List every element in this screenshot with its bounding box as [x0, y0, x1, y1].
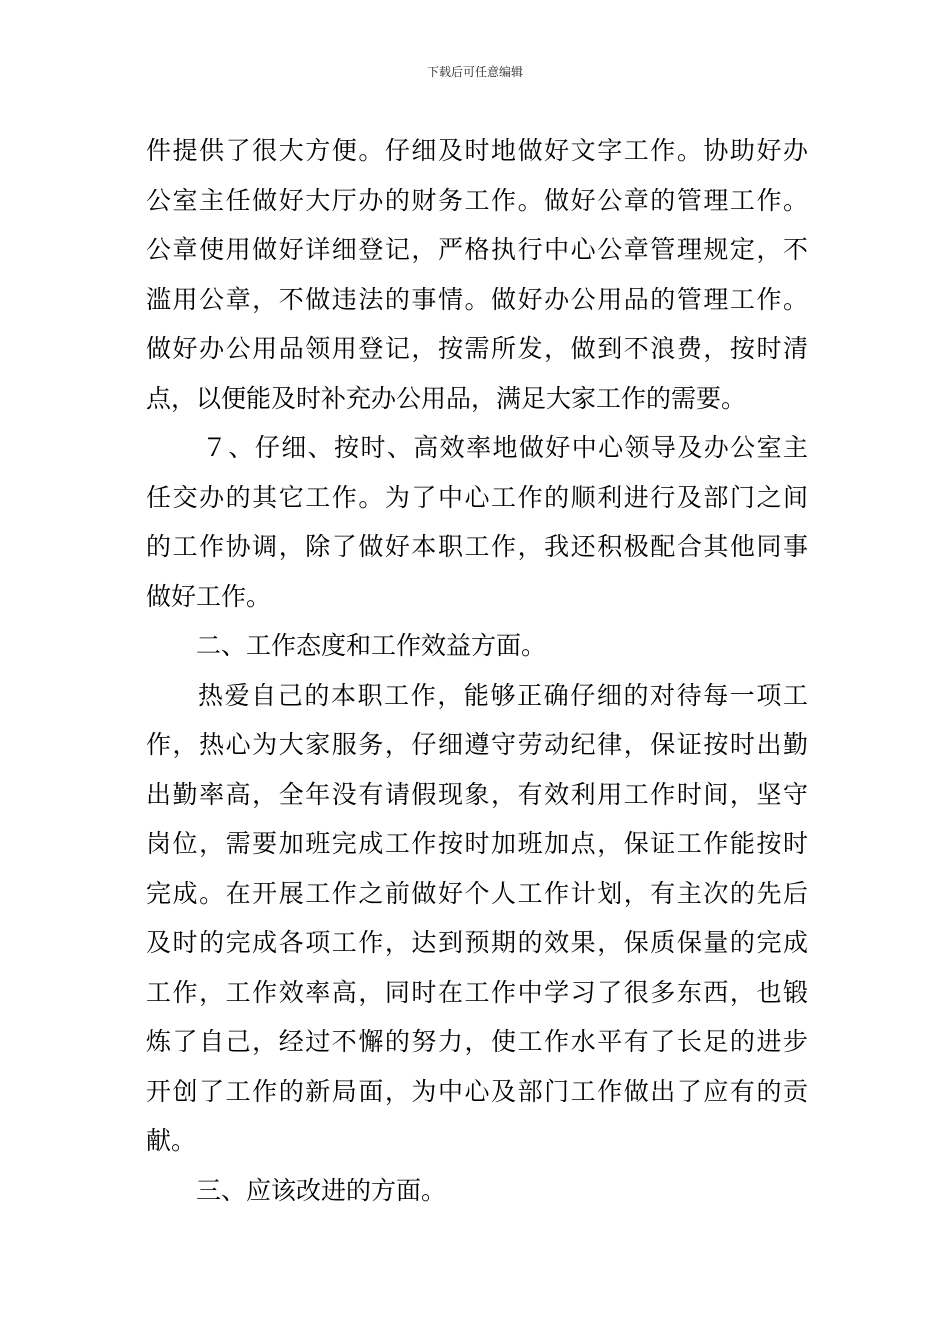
paragraph-3-line-8: 炼了自己，经过不懈的努力，使工作水平有了长足的进步 [146, 1027, 808, 1056]
paragraph-3-line-9: 开创了工作的新局面，为中心及部门工作做出了应有的贡 [146, 1076, 808, 1106]
paragraph-3-line-5: 完成。在开展工作之前做好个人工作计划，有主次的先后 [146, 878, 808, 908]
paragraph-3-line-7: 工作，工作效率高，同时在工作中学习了很多东西，也锻 [146, 977, 808, 1007]
paragraph-3-line-10: 献。 [146, 1126, 197, 1155]
document-body [146, 126, 808, 1215]
page-header: 下载后可任意编辑 [426, 65, 523, 79]
paragraph-2-line-2: 任交办的其它工作。为了中心工作的顺利进行及部门之间 [146, 482, 808, 512]
paragraph-1-line-1: 件提供了很大方便。仔细及时地做好文字工作。协助好办 [146, 136, 808, 165]
section-heading-2: 二、工作态度和工作效益方面。 [196, 631, 547, 660]
paragraph-2-line-3: 的工作协调，除了做好本职工作，我还积极配合其他同事 [146, 532, 808, 561]
paragraph-1-line-4: 滥用公章，不做违法的事情。做好办公用品的管理工作。 [146, 284, 808, 314]
paragraph-3-line-1: 热爱自己的本职工作，能够正确仔细的对待每一项工 [198, 680, 808, 710]
paragraph-1-line-6: 点，以便能及时补充办公用品，满足大家工作的需要。 [146, 383, 747, 413]
paragraph-1-line-5: 做好办公用品领用登记，按需所发，做到不浪费，按时清 [146, 334, 808, 363]
paragraph-3-line-2: 作，热心为大家服务，仔细遵守劳动纪律，保证按时出勤 [146, 730, 808, 759]
paragraph-1-line-3: 公章使用做好详细登记，严格执行中心公章管理规定，不 [146, 235, 808, 264]
paragraph-3-line-3: 出勤率高，全年没有请假现象，有效利用工作时间，坚守 [146, 779, 808, 809]
paragraph-1-line-2: 公室主任做好大厅办的财务工作。做好公章的管理工作。 [146, 185, 808, 215]
section-heading-3: 三、应该改进的方面。 [196, 1175, 447, 1205]
paragraph-2-line-4: 做好工作。 [146, 581, 272, 611]
paragraph-3-line-4: 岗位，需要加班完成工作按时加班加点，保证工作能按时 [146, 829, 808, 858]
paragraph-3-line-6: 及时的完成各项工作，达到预期的效果，保质保量的完成 [146, 928, 808, 957]
paragraph-2-line-1: ７、仔细、按时、高效率地做好中心领导及办公室主 [202, 433, 808, 462]
